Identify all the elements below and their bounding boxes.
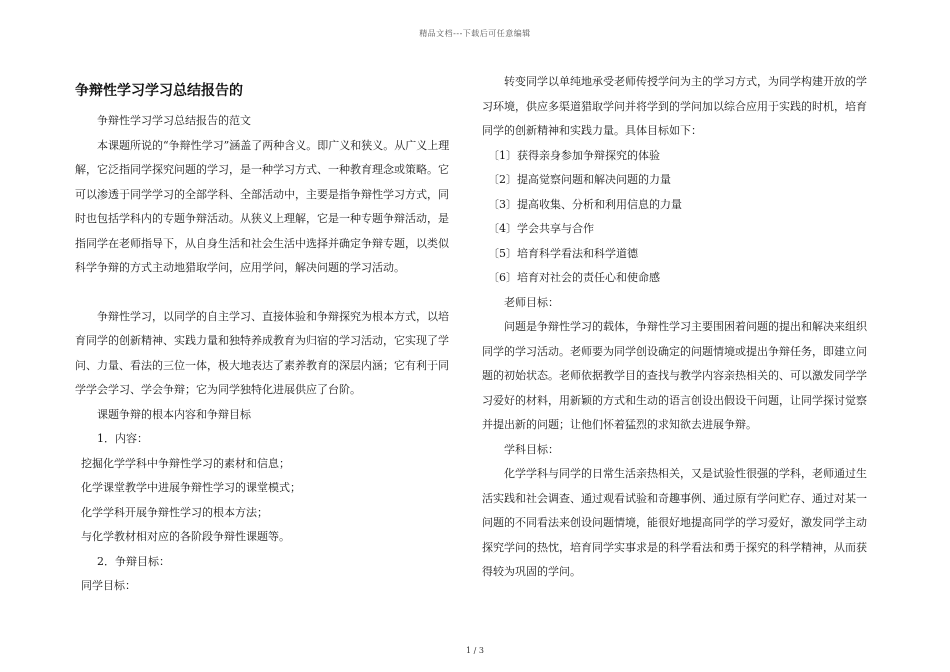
content-item: 化学学科开展争辩性学习的根本方法； bbox=[81, 505, 268, 519]
left-column bbox=[75, 70, 455, 599]
paragraph-teacher-goals: 问题是争辩性学习的载体，争辩性学习主要围困着问题的提出和解决来组织同学的学习活动。老师要为同学创设确定的问题情境或提出争辩任务，即建立问题的初始状态。老师依据教学目的查找与教学内容亲热相关的、可以激发同学学习爱好的材料，用新颖的方式和生动的语言创设出假设干问题，让同学探讨觉察并提出新的问题；让他们怀着猛烈的求知欲去进展争辩。 bbox=[482, 320, 867, 431]
paragraph-definition: 本课题所说的“争辩性学习”涵盖了两种含义。即广义和狭义。从广义上理解，它泛指同学探究问题的学习，是一种学习方式、一种教育理念或策略。它可以渗透于同学学习的全部学科、全部活动中，主要是指争辩性学习方式，同时也包括学科内的专题争辩活动。从狭义上理解，它是一种专题争辩活动，是指同学在老师指导下，从自身生活和社会生活中选择并确定争辩专题，以类似科学争辩的方式主动地猎取学问，应用学问，解决问题的学习活动。 bbox=[75, 138, 450, 274]
document-title: 争辩性学习学习总结报告的 bbox=[75, 83, 243, 99]
goal-heading: 2．争辩目标： bbox=[97, 554, 170, 568]
content-heading: 1．内容： bbox=[97, 432, 148, 445]
goal-item: 〔1〕获得亲身参加争辩探究的体验 bbox=[488, 148, 660, 162]
right-column bbox=[482, 70, 872, 585]
teacher-goal-heading: 老师目标： bbox=[504, 295, 559, 309]
content-item: 挖掘化学学科中争辩性学习的素材和信息； bbox=[81, 456, 290, 470]
page-header: 精品文档---下载后可任意编辑 bbox=[419, 29, 531, 38]
paragraph-gap bbox=[75, 281, 455, 305]
subject-goal-heading: 学科目标： bbox=[504, 442, 559, 456]
document-subtitle: 争辩性学习学习总结报告的范文 bbox=[97, 114, 251, 127]
goal-item: 〔4〕学会共享与合作 bbox=[488, 222, 594, 235]
section-heading: 课题争辩的根本内容和争辩目标 bbox=[97, 407, 251, 421]
goal-item: 〔6〕培育对社会的责任心和使命感 bbox=[488, 271, 660, 284]
content-item: 化学课堂教学中进展争辩性学习的课堂模式； bbox=[81, 481, 301, 494]
page-number: 1 / 3 bbox=[466, 646, 484, 655]
paragraph-student-goals: 转变同学以单纯地承受老师传授学问为主的学习方式，为同学构建开放的学习环境，供应多渠道猎取学问并将学到的学问加以综合应用于实践的时机，培育同学的创新精神和实践力量。具体目标如下： bbox=[482, 75, 867, 137]
student-goal-heading: 同学目标： bbox=[81, 579, 136, 592]
paragraph-subject-goals: 化学学科与同学的日常生活亲热相关，又是试验性很强的学科，老师通过生活实践和社会调查、通过观看试验和奇趣事例、通过原有学问贮存、通过对某一问题的不同看法来创设问题情境，能很好地提高同学的学习爱好，激发同学主动探究学问的热忱，培育同学实事求是的科学看法和勇于探究的科学精神，从而获得较为巩固的学问。 bbox=[482, 467, 867, 578]
paragraph-features: 争辩性学习，以同学的自主学习、直接体验和争辩探究为根本方式，以培育同学的创新精神、实践力量和独特养成教育为归宿的学习活动，它实现了学问、力量、看法的三位一体，极大地表达了素养教育的深层内涵；它有利于同学学会学习、学会争辩；它为同学独特化进展供应了台阶。 bbox=[75, 309, 449, 396]
goal-item: 〔3〕提高收集、分析和利用信息的力量 bbox=[488, 197, 682, 211]
goal-item: 〔5〕培育科学看法和科学道德 bbox=[488, 246, 638, 260]
goal-item: 〔2〕提高觉察问题和解决问题的力量 bbox=[488, 173, 671, 186]
content-item: 与化学教材相对应的各阶段争辩性课题等。 bbox=[81, 530, 290, 543]
